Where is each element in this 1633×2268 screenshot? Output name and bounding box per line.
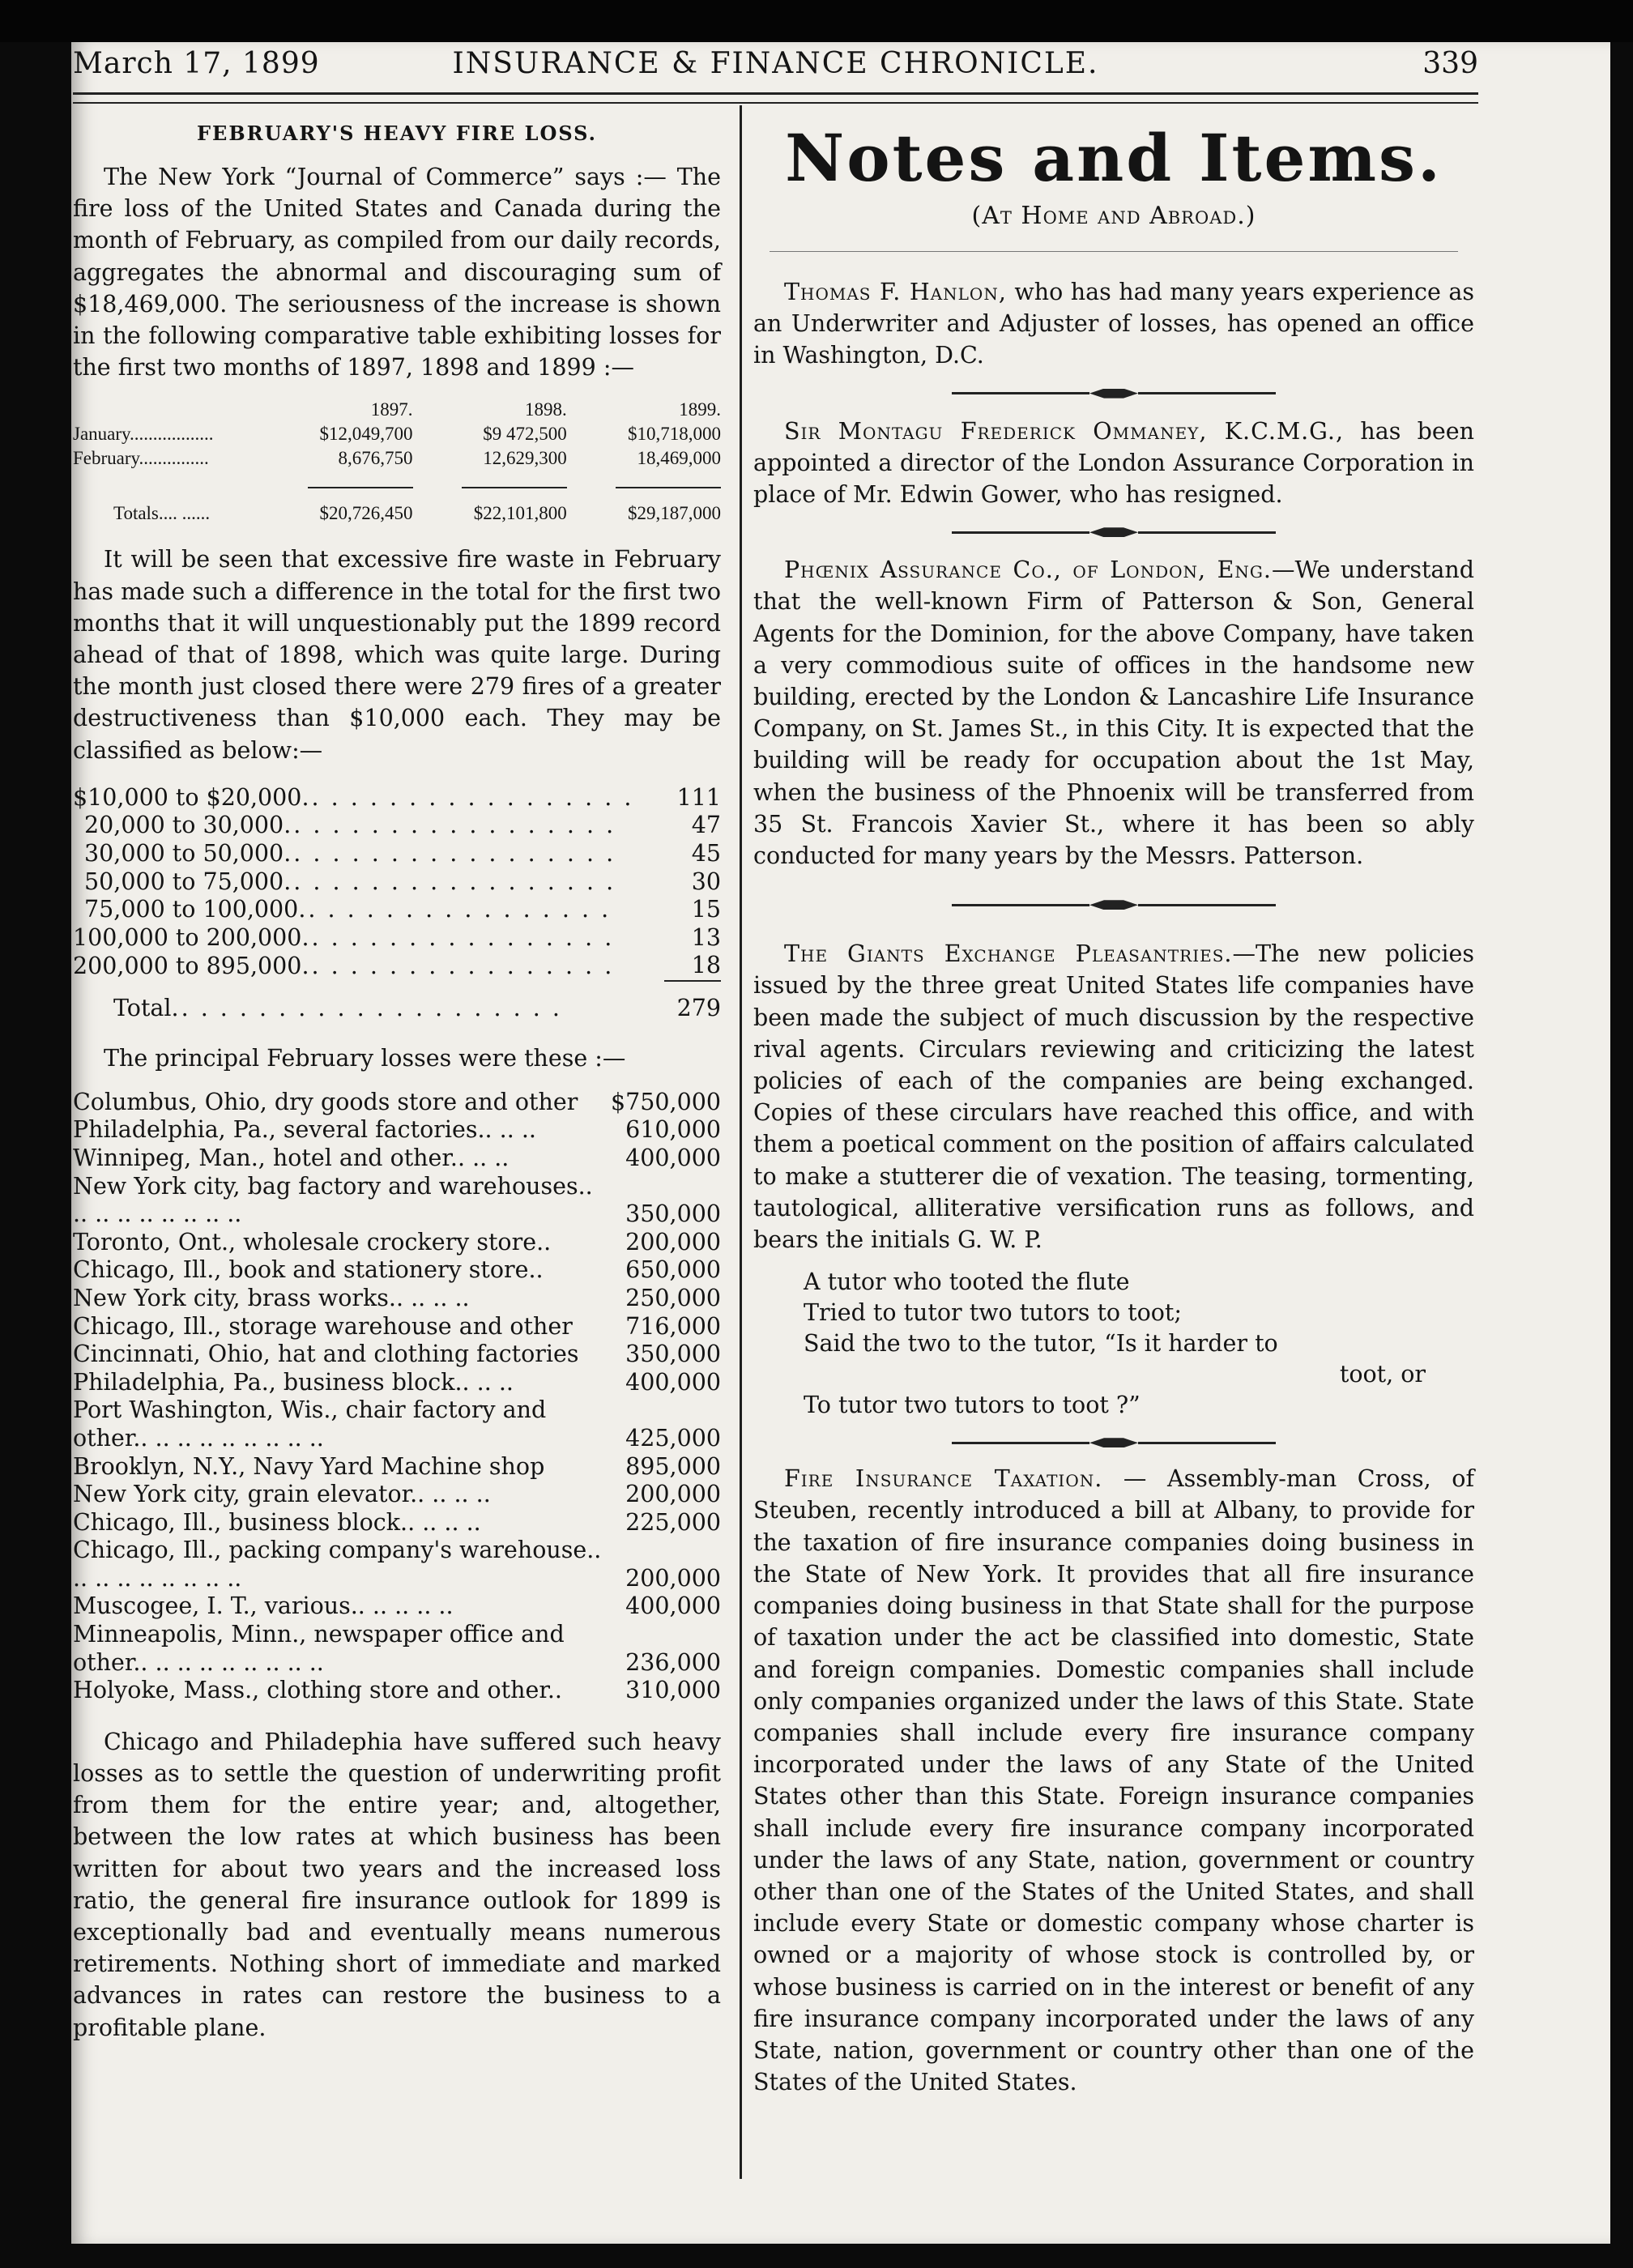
note-body: —We understand that the well-known Firm of Patterson & Son, General Agents for the Dominion, for the above Company, have taken a very commodious suite of offices in the handsome new building, erected by the London & Lancashire Life Insurance Company, on St. James St., in this City. It is expected that the building will be ready for occupation about the 1st May, when the business of the Phnoenix will be transferred from 35 St. Francois Xavier St., where it has been so ably conducted for many years by the Messrs. Patterson. [753,556,1474,870]
note-item [753,1463,1474,2098]
note-lead: Sir Montagu Frederick Ommaney, K.C.M.G., [784,417,1345,445]
class-range: 50,000 to 75,000 [84,868,284,895]
comparison-table [73,398,721,526]
loss-place: Columbus, Ohio, dry goods store and other [73,1088,578,1115]
loss-amount: $750,000 [611,1088,721,1115]
class-range: 100,000 to 200,000 [73,923,302,951]
loss-place: New York city, grain elevator.. .. .. .. [73,1481,491,1508]
loss-amount: 310,000 [625,1677,721,1704]
loss-amount: 236,000 [625,1648,721,1676]
loss-amount: 650,000 [625,1256,721,1284]
class-count: 18 [664,952,721,981]
loss-place: Muscogee, I. T., various.. .. .. .. .. [73,1592,454,1620]
ornament-divider [753,893,1474,917]
class-total-label: Total [113,994,172,1021]
class-count: 45 [691,840,721,868]
class-range: 200,000 to 895,000 [73,952,302,979]
loss-place: Chicago, Ill., book and stationery store.. [73,1256,544,1284]
note-item [753,554,1474,872]
year-header: 1899. [679,399,721,420]
loss-place: Chicago, Ill., storage warehouse and other [73,1312,573,1340]
loss-row [73,1481,721,1509]
loss-place: Holyoke, Mass., clothing store and other.. [73,1677,562,1704]
notes-title: Notes and Items. [785,120,1443,196]
article-closing: Chicago and Philadephia have suffered such heavy losses as to settle the question of underwriting profit from them for the entire year; and, altogether, between the low rates at which business has been written for about two years and the increased loss ratio, the general fire insurance outlook for 1899 is exceptionally bad and eventually means numerous retirements. Nothing short of immediate and marked advances in rates can restore the business to a profitable plane. [73,1728,721,2041]
class-row: 75,000 to 100,000.. . . . . . . . . . . . . . . . 15 [84,896,721,923]
table-cell: $10,718,000 [628,424,721,445]
loss-row [73,1621,721,1677]
loss-amount: 225,000 [625,1508,721,1536]
ornament-divider [753,1430,1474,1455]
class-row: $10,000 to $20,000.. . . . . . . . . . . . . . . . . 111 [73,783,721,811]
table-cell: $12,049,700 [319,424,413,445]
loss-amount: 350,000 [625,1341,721,1368]
loss-place: Minneapolis, Minn., newspaper office and other.. .. .. .. .. .. .. .. .. [73,1621,565,1676]
note-body: has been appointed a director of the London Assurance Corporation in place of Mr. Edwin Gower, who has resigned. [753,417,1474,509]
loss-row [73,1341,721,1369]
class-range: $10,000 to $20,000 [73,783,302,811]
loss-row [73,1229,721,1257]
note-lead: Fire Insurance Taxation. [784,1465,1103,1493]
class-count: 30 [691,868,721,895]
loss-row [73,1592,721,1621]
note-body: who has had many years experience as an Underwriter and Adjuster of losses, has opened an office in Washington, D.C. [753,279,1474,369]
running-header [73,47,1478,96]
comparison-total-row [73,495,721,526]
note-lead: Thomas F. Hanlon, [784,279,1007,305]
class-row: 100,000 to 200,000.. . . . . . . . . . . . . . . . 13 [73,923,721,951]
scan-top-border [0,0,1633,42]
loss-row [73,1453,721,1481]
loss-place: Toronto, Ont., wholesale crockery store.. [73,1228,552,1256]
table-cell: 8,676,750 [338,448,413,469]
left-column [73,120,721,2044]
class-row: 30,000 to 50,000.. . . . . . . . . . . . . . . . . 45 [84,840,721,868]
loss-row [73,1313,721,1341]
losses-table [73,1089,721,1705]
loss-amount: 250,000 [625,1284,721,1311]
article-paragraph: It will be seen that excessive fire waste in February has made such a difference in the total for the first two months that it will unquestionably put the 1899 record ahead of that of 1898, which was quite large. During the month just closed there were 279 fires of a greater destructiveness than $10,000 each. They may be classified as below:— [73,546,721,764]
header-date: March 17, 1899 [73,47,320,80]
header-page-number: 339 [1422,47,1478,80]
class-total-row: Total.. . . . . . . . . . . . . . . . . . . . 279 [73,981,721,1023]
loss-place: Philadelphia, Pa., business block.. .. .. [73,1368,514,1396]
article-title: FEBRUARY'S HEAVY FIRE LOSS. [197,122,597,145]
poem [804,1267,1474,1421]
loss-row [73,1089,721,1117]
note-lead: Phœnix Assurance Co., of London, Eng. [784,556,1272,584]
loss-row [73,1396,721,1452]
loss-row [73,1537,721,1592]
class-count: 47 [691,812,721,839]
table-cell: 12,629,300 [483,448,567,469]
loss-place: Winnipeg, Man., hotel and other.. .. .. [73,1144,510,1171]
loss-place: Philadelphia, Pa., several factories.. .. .. [73,1116,536,1144]
loss-place: Chicago, Ill., business block.. .. .. .. [73,1508,481,1536]
table-cell: 18,469,000 [637,448,721,469]
year-header: 1898. [524,399,567,420]
header-rule [73,92,1478,104]
ornament-divider [753,520,1474,544]
loss-row [73,1145,721,1173]
comparison-row [73,446,721,471]
loss-amount: 350,000 [625,1200,721,1228]
comparison-header-row [73,398,721,422]
right-column [753,120,1474,2098]
table-cell: $20,726,450 [319,503,413,524]
row-label: January.................. [73,424,214,445]
comparison-row [73,422,721,446]
loss-amount: 716,000 [625,1312,721,1340]
loss-row [73,1116,721,1145]
year-header: 1897. [370,399,413,420]
loss-amount: 200,000 [625,1481,721,1508]
poem-line: Said the two to the tutor, “Is it harder to [804,1330,1278,1358]
loss-place: New York city, bag factory and warehouses.. .. .. .. .. .. .. .. .. [73,1172,593,1228]
table-cell: $9 472,500 [483,424,567,445]
ornament-divider [753,382,1474,406]
poem-line: To tutor two tutors to toot ?” [804,1392,1141,1419]
loss-amount: 610,000 [625,1116,721,1144]
losses-intro: The principal February losses were these :— [104,1044,626,1072]
loss-amount: 200,000 [625,1564,721,1592]
class-count: 15 [691,896,721,923]
class-range: 30,000 to 50,000 [84,840,284,868]
loss-row [73,1369,721,1397]
loss-row [73,1677,721,1705]
loss-row [73,1509,721,1537]
loss-amount: 400,000 [625,1368,721,1396]
loss-amount: 400,000 [625,1592,721,1620]
table-cell: $22,101,800 [473,503,567,524]
note-body: — Assembly-man Cross, of Steuben, recently introduced a bill at Albany, to provide for the taxation of fire insurance companies doing business in the State of New York. It provides that all fire insurance companies doing business in that State shall for the purpose of taxation under the act be classified into domestic, State and foreign companies. Domestic companies shall include only companies organized under the laws of this State. State companies shall include every fire insurance company incorporated under the laws of any State of the United States other than this State. Foreign insurance companies shall include every fire insurance company incorporated under the laws of any State, nation, government or country other than one of the States of the United States, and shall include every State or domestic company whose charter is owned or a majority of whose stock is controlled by, or whose business is carried on in the interest or benefit of any fire insurance company incorporated under the laws of any State, nation, government or country other than one of the States of the United States. [753,1465,1475,2096]
loss-place: Brooklyn, N.Y., Navy Yard Machine shop [73,1452,545,1480]
loss-place: Chicago, Ill., packing company's warehouse.. .. .. .. .. .. .. .. .. [73,1537,602,1592]
header-title: INSURANCE & FINANCE CHRONICLE. [452,47,1099,80]
comparison-underline [73,471,721,495]
loss-amount: 200,000 [625,1228,721,1256]
poem-line: A tutor who tooted the flute [804,1268,1130,1296]
class-range: 20,000 to 30,000 [84,812,284,839]
loss-amount: 400,000 [625,1144,721,1171]
class-row: 50,000 to 75,000.. . . . . . . . . . . . . . . . . 30 [84,868,721,895]
classification-table [73,784,721,1023]
loss-place: Port Washington, Wis., chair factory and other.. .. .. .. .. .. .. .. .. [73,1396,547,1452]
note-lead: The Giants Exchange Pleasantries. [784,940,1233,968]
notes-subtitle: (At Home and Abroad.) [971,202,1256,230]
note-item [753,276,1474,372]
column-rule [740,105,742,2179]
class-row: 200,000 to 895,000.. . . . . . . . . . . . . . . . 18 [73,952,721,981]
poem-line: toot, or [1339,1361,1426,1388]
class-range: 75,000 to 100,000 [84,896,299,923]
loss-amount: 425,000 [625,1424,721,1452]
note-item [753,938,1474,1256]
loss-row [73,1285,721,1313]
note-item [753,416,1474,511]
section-rule [770,251,1458,252]
poem-line: Tried to tutor two tutors to toot; [804,1299,1182,1327]
article-intro: The New York “Journal of Commerce” says :— The fire loss of the United States and Canada during the month of February, as compiled from our daily records, aggregates the abnormal and discouraging sum of $18,469,000. The seriousness of the increase is shown in the following comparative table exhibiting losses for the first two months of 1897, 1898 and 1899 :— [73,164,721,382]
row-label: February............... [73,448,209,469]
note-body: —The new policies issued by the three great United States life companies have been made the subject of much discussion by the respective rival agents. Circulars reviewing and criticizing the latest policies of each of the companies are being exchanged. Copies of these circulars have reached this office, and with them a poetical comment on the position of affairs calculated to make a stutterer die of vexation. The teasing, tormenting, tautological, alliterative versification runs as follows, and bears the initials G. W. P. [753,940,1474,1254]
class-row: 20,000 to 30,000.. . . . . . . . . . . . . . . . . 47 [84,812,721,839]
loss-place: Cincinnati, Ohio, hat and clothing factories [73,1341,579,1368]
loss-row [73,1173,721,1229]
table-cell: $29,187,000 [628,503,721,524]
loss-place: New York city, brass works.. .. .. .. [73,1284,470,1311]
class-count: 13 [691,923,721,951]
loss-row [73,1256,721,1285]
row-label: Totals.... ...... [113,503,211,524]
class-count: 111 [676,783,721,811]
class-total-value: 279 [676,995,721,1021]
loss-amount: 895,000 [625,1452,721,1480]
